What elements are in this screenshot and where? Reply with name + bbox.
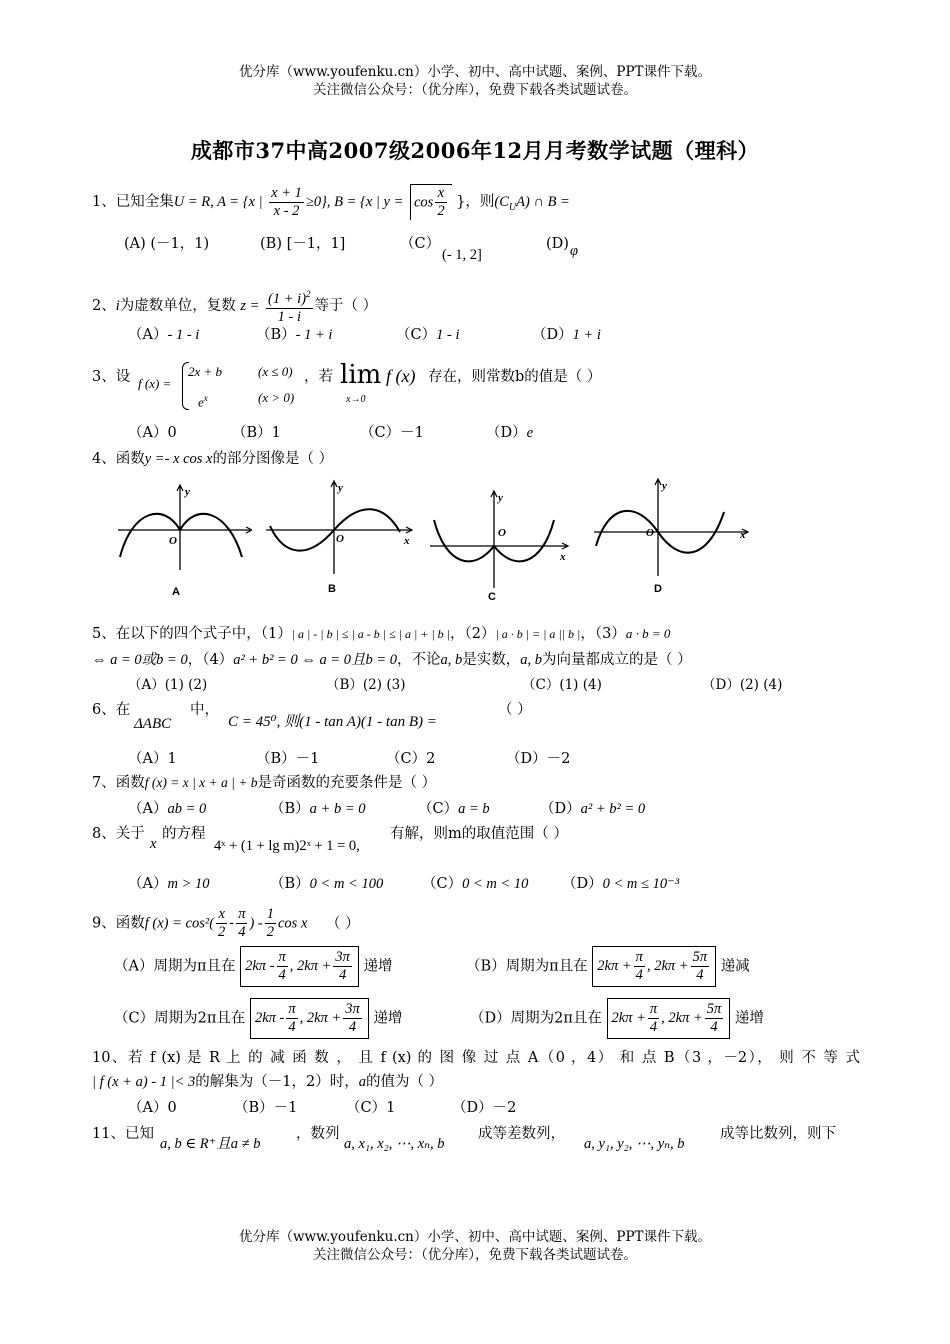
q4-label-d: D [654,583,662,595]
q9-a-label: （A）周期为π且在 [114,958,236,975]
q9-d-k2: 2kπ + [668,1009,703,1026]
q4-d-x-label: x [740,529,746,541]
q10-option-b: （B）－1 [234,1100,298,1116]
q1-ge0: ≥0}, B = {x | y = [305,194,404,210]
q9-c-comma: , [299,1009,304,1026]
q8-b-label: （B） [270,876,310,892]
q8-c-label: （C） [422,876,463,892]
q3-case2-base: e [198,394,204,410]
q6-option-c: （C）2 [386,751,436,767]
q9-prefix: 9、函数 [92,915,145,932]
q4-c-origin: O [498,527,506,539]
q4-a-origin: O [169,535,177,547]
q10-option-d: （D）－2 [452,1100,517,1116]
q3-case1: 2x + b [188,364,223,379]
q3-d-value: e [526,425,534,441]
q2-b-label: （B） [256,327,296,343]
q1-sub: U [508,201,517,213]
q4-b-y-label: y [338,482,343,494]
q9-c-inc: 递增 [373,1010,403,1027]
q3-case2-sup: x [203,393,208,403]
q3-lim-sub: x→0 [346,394,366,405]
q4-b-origin: O [336,533,344,545]
q1-cos: cos [413,194,434,211]
q8-x: x [150,836,157,852]
q7-a-label: （A） [128,801,168,817]
q9-option-c [114,998,402,1039]
q9-b-f2n: 5π [692,949,708,965]
q2-i: i [115,297,120,314]
q8-d-label: （D） [562,876,603,892]
q5-option-d: （D）(2) (4) [702,677,783,693]
q3-tail: 存在，则常数b的值是（ ） [428,369,602,385]
q1-option-a: (A) (－1，1) [124,236,210,252]
q9-d-inc: 递增 [734,1010,764,1027]
q5-l1c: ，（3） [580,626,626,642]
q1-frac-num: x + 1 [271,184,302,201]
q2-frac-sup: 2 [306,289,311,299]
q2-b-value: - 1 + i [295,327,333,343]
q9-c-k1: 2kπ - [254,1009,285,1026]
q5-option-a: （A）(1) (2) [128,677,208,693]
q4-d-origin: O [646,527,654,539]
q8-prefix: 8、关于 [92,826,145,842]
q1-expr2: A) ∩ B = [516,194,570,210]
q10-l2b: 的值为（ ） [365,1074,444,1090]
q5-l1a: 5、在以下的四个式子中，（1） [92,626,292,642]
q1-option-c-label: （C） [400,236,441,252]
q9-a-interval [240,946,359,987]
q5-l2d: 是实数， [462,652,521,668]
q10-l2: 的解集为（－1，2）时， [195,1074,359,1090]
q1-prefix: 1、已知全集 [92,194,174,210]
q7-c-label: （C） [418,801,459,817]
page-header-line2: 关注微信公众号：（优分库），免费下载各类试题试卷。 [313,82,637,98]
q9-option-b [466,946,750,987]
q5-l2a: ⇔ a = 0或b = 0 [92,652,188,668]
q1-option-d-label: (D) [546,236,569,252]
q8-option-a [128,874,210,894]
q6-triangle: ΔABC [134,716,172,732]
q9-b-comma: , [646,957,651,974]
q2-option-d [532,325,601,345]
q5-option-b: （B）(2) (3) [326,677,406,693]
q9-b-f1d: 4 [635,967,643,983]
q10-option-a: （A）0 [128,1100,177,1116]
q3-fx: f (x) = [138,376,172,391]
q7-c-value: a = b [458,801,490,817]
q2-a-label: （A） [128,327,168,343]
q9-close: ) - [249,915,263,932]
q3-option-a: （A）0 [128,425,177,441]
q9-b-dec: 递减 [720,958,750,975]
q9-d-f1n: π [649,1001,658,1017]
q4-label-a: A [172,586,180,598]
q9-a-k2: 2kπ + [297,957,332,974]
q9-fb-num: π [238,906,246,922]
q3-option-d [486,423,533,443]
q4-graph-b [264,478,414,600]
q1-option-b: (B) [－1，1] [260,236,346,252]
q4-graph-c [428,488,578,602]
q7-b-label: （B） [270,801,310,817]
q4-expr: y =- x cos x [144,451,213,467]
q10-option-c: （C）1 [346,1100,396,1116]
page-footer-line2: 关注微信公众号：（优分库），免费下载各类试题试卷。 [313,1247,637,1263]
q3-cond1: (x ≤ 0) [258,364,293,379]
q10-line1: 10、若 f (x) 是 R 上 的 减 函 数 ， 且 f (x) 的 图 像 过 点 A（0 ，4） 和 点 B（3 ，－2）， 则 不 等 式 [92,1050,860,1066]
q9-b-label: （B）周期为π且在 [466,958,588,975]
q6-prefix: 6、在 [92,702,131,718]
q9-fa-den: 2 [218,924,226,940]
q9-d-f2d: 4 [710,1019,718,1035]
q8-b-value: 0 < m < 100 [309,876,384,892]
q11-seq2: a, y₁, y₂, ⋯, yₙ, b [584,1136,685,1152]
q5-l2b: ，（4） [187,652,234,668]
q1-set-def: U = R, A = {x | [173,194,263,210]
q9-fa-num: x [216,906,227,924]
q2-prefix: 2、 [92,297,116,314]
q2-d-value: 1 + i [572,327,601,343]
q6-mid: 中， [190,702,219,718]
q2-frac-den: 1 - i [277,308,301,325]
q3-cond2: (x > 0) [258,390,295,405]
q9-b-f2d: 4 [696,967,704,983]
q9-option-d [470,998,764,1039]
q4-d-y-label: y [662,480,667,492]
q8-option-b [270,874,383,894]
q2-z: z = [240,297,260,314]
q9-b-interval [592,946,716,987]
q5-l2c: ，不论 [397,652,441,668]
q9-c-label: （C）周期为2π且在 [114,1010,246,1027]
question-7 [92,773,436,793]
q9-d-f2n: 5π [706,1001,722,1017]
q1-sqrt [410,184,452,220]
q9-a-f1d: 4 [278,967,286,983]
question-9 [92,906,360,941]
q11-mid: ，数列 [296,1126,340,1142]
q3-d-label: （D） [486,425,527,441]
q7-d-value: a² + b² = 0 [580,801,646,817]
q7-a-value: ab = 0 [167,801,207,817]
q7-option-a [128,799,206,819]
q4-prefix: 4、函数 [92,451,145,467]
q4-c-y-label: y [498,492,503,504]
q2-a-value: - 1 - i [167,327,200,343]
q2-c-label: （C） [396,327,437,343]
page-footer-line1: 优分库（www.youfenku.cn）小学、初中、高中试题、案例、PPT课件下载。 [238,1229,712,1245]
q4-a-y-label: y [185,486,190,498]
q5-option-c: （C）(1) (4) [522,677,602,693]
q5-ab: a, b [440,652,463,668]
q2-option-b [256,325,332,345]
q7-option-c [418,799,490,819]
q4-graph-d [592,476,750,598]
q8-d-value: 0 < m ≤ 10⁻³ [602,876,680,892]
q5-ab2: a, b [520,652,543,668]
q9-c-k2: 2kπ + [306,1009,342,1026]
page-header-line1: 优分库（www.youfenku.cn）小学、初中、高中试题、案例、PPT课件下载。 [238,64,712,80]
q2-tail: 等于（ ） [314,297,378,314]
q9-a-f2d: 4 [339,967,347,983]
q8-option-c [422,874,528,894]
q6-option-b: （B）－1 [256,751,320,767]
q9-fb-den: 4 [238,924,246,940]
q9-d-f1d: 4 [649,1019,658,1035]
q3-prefix: 3、设 [92,369,131,385]
q9-fc-den: 2 [266,924,274,940]
q9-b-k1: 2kπ + [597,957,632,974]
question-5-line1 [92,624,670,644]
q7-option-d [540,799,645,819]
q1-close: }，则 [456,194,495,210]
q6-expr: C = 45⁰, 则(1 - tan A)(1 - tan B) = [228,714,437,730]
q4-graph-a [112,482,252,600]
q3-option-c: （C）－1 [360,425,424,441]
q5-l2e: 为向量都成立的是（ ） [542,652,692,668]
q7-b-value: a + b = 0 [309,801,366,817]
q1-cos-num: x [435,185,446,203]
q8-a-label: （A） [128,876,168,892]
q8-tail: 有解，则m的取值范围（ ） [390,826,568,842]
q1-fraction [269,185,304,220]
q11-prefix: 11、已知 [92,1126,154,1142]
q9-fc-num: 1 [266,906,274,922]
q9-paren: （ ） [326,915,360,932]
q1-cos-den: 2 [437,203,445,219]
q9-minus: - [229,915,235,932]
q9-c-f1n: π [288,1001,296,1017]
q9-a-comma: , [289,957,294,974]
q9-d-k1: 2kπ + [611,1009,646,1026]
q10-line2 [92,1072,443,1092]
q9-a-f2n: 3π [335,949,350,965]
q7-prefix: 7、函数 [92,775,145,791]
q9-a-inc: 递增 [363,958,393,975]
page-title: 成都市37中高2007级2006年12月月考数学试题（理科） [190,138,760,163]
q9-d-interval [607,998,731,1039]
question-2 [92,286,377,326]
q4-c-x-label: x [560,551,566,563]
q2-option-a [128,325,199,345]
q9-a-f1n: π [278,949,286,965]
q2-text: 为虚数单位，复数 [119,297,236,314]
q8-expr: 4ˣ + (1 + lg m)2ˣ + 1 = 0, [214,838,360,854]
q7-d-label: （D） [540,801,581,817]
q6-option-d: （D）－2 [506,751,571,767]
q9-option-a [114,946,393,987]
q4-label-b: B [328,583,336,595]
q9-a-k1: 2kπ - [245,957,275,974]
q10-a-var: a [358,1074,366,1090]
q1-option-c-value: (- 1, 2] [442,247,482,263]
q9-cosx: cos x [278,915,308,932]
q9-c-f2d: 4 [348,1019,357,1035]
q3-comma: ，若 [304,369,333,385]
q3-fx2: f (x) [386,366,416,386]
q2-frac-num: (1 + i) [268,290,307,307]
q9-d-comma: , [661,1009,665,1026]
q1-frac-den: x - 2 [273,202,300,219]
q5-e2: | a · b | = | a || b | [495,627,581,641]
q8-c-value: 0 < m < 10 [462,876,529,892]
q11-t2: 成等比数列，则下 [720,1126,836,1142]
q11-cond: a, b ∈ R⁺且a ≠ b [160,1136,261,1152]
q7-expr: f (x) = x | x + a | + b [144,775,258,790]
q3-option-b: （B）1 [232,425,281,441]
q1-option-d-value: φ [570,243,579,259]
q5-l1b: ，（2） [449,626,496,642]
q9-c-f1d: 4 [288,1019,296,1035]
q10-expr: | f (x + a) - 1 |< 3 [92,1074,196,1090]
q7-tail: 是奇函数的充要条件是（ ） [257,775,437,791]
q11-t1: 成等差数列， [478,1126,565,1142]
q2-option-c [396,325,459,345]
q8-a-value: m > 10 [167,876,210,892]
q4-b-x-label: x [404,535,410,547]
q6-option-a: （A）1 [128,751,177,767]
q5-e3: a · b = 0 [625,626,671,641]
question-5-line2 [92,650,692,670]
question-4 [92,449,333,469]
q9-b-f1n: π [635,949,643,965]
q4-tail: 的部分图像是（ ） [212,451,334,467]
q9-c-f2n: 3π [345,1001,360,1017]
q9-b-k2: 2kπ + [654,957,689,974]
q6-paren: （ ） [498,702,532,718]
q2-d-label: （D） [532,327,573,343]
q11-seq1: a, x₁, x₂, ⋯, xₙ, b [344,1136,445,1152]
q9-c-interval [250,998,369,1039]
q9-f: f (x) = cos²( [144,915,215,932]
question-1 [92,184,570,220]
q4-label-c: C [488,591,496,602]
q7-option-b [270,799,365,819]
q1-expr: (C [494,194,509,210]
q2-c-value: 1 - i [436,327,460,343]
q3-lim: lim [340,360,382,390]
q5-e1: | a | - | b | ≤ | a - b | ≤ | a | + | b | [291,627,450,641]
q8-option-d [562,874,679,894]
q9-d-label: （D）周期为2π且在 [470,1010,602,1027]
q8-mid: 的方程 [162,826,206,842]
q5-e4: a² + b² = 0 ⇔ a = 0且b = 0 [233,652,398,668]
q2-fraction [266,286,312,326]
q3-case2 [198,388,208,412]
